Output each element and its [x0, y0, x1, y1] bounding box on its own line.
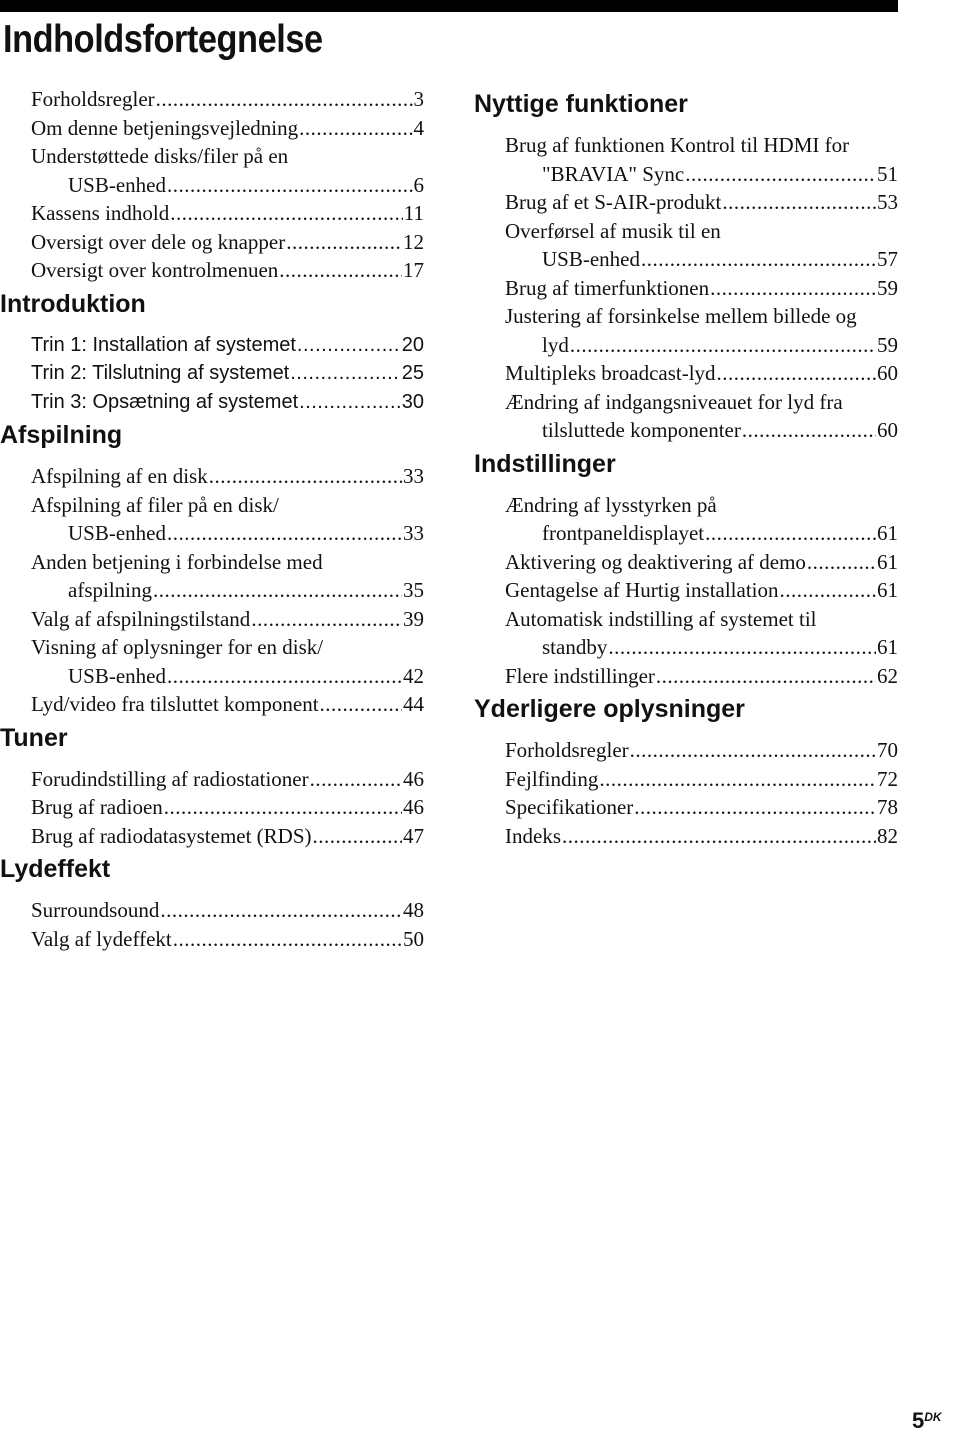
toc-page-number: 17 [403, 258, 424, 282]
toc-entry-line [31, 896, 424, 925]
toc-entry [474, 359, 898, 388]
toc-page-number: 61 [877, 578, 898, 602]
toc-entry-line [505, 217, 898, 246]
toc-entry-line [505, 633, 898, 662]
toc-entry-title: Trin 3: Opsætning af systemet [31, 390, 299, 413]
toc-page-number: 50 [403, 926, 424, 951]
toc-entry [0, 548, 424, 605]
toc-entry-line [505, 416, 898, 445]
toc-entry-title: Ændring af lysstyrken på [505, 492, 717, 517]
dot-leader [251, 605, 402, 634]
toc-entry-line [31, 491, 424, 520]
toc-entry-line [31, 331, 424, 360]
toc-entry-title: Visning af oplysninger for en disk/ [31, 635, 324, 659]
toc-entry-line [505, 576, 898, 605]
dot-leader [685, 160, 876, 189]
toc-entry [474, 576, 898, 605]
toc-entry [474, 736, 898, 765]
toc-entry-row [68, 662, 424, 691]
toc-entry [0, 359, 424, 388]
toc-entry-row [505, 548, 898, 577]
toc-page-number: 72 [877, 766, 898, 791]
toc-entry-title: USB-enhed [68, 172, 166, 197]
toc-page-number: 70 [877, 738, 898, 762]
toc-entry-line [31, 228, 424, 257]
toc-page-number: 44 [403, 692, 424, 716]
toc-entry-row [31, 228, 424, 257]
toc-entry-row [31, 690, 424, 719]
toc-page-number: 61 [877, 549, 898, 574]
toc-entry-title: Trin 2: Tilslutning af systemet [31, 362, 290, 384]
toc-entry-row [505, 765, 898, 794]
toc-page-number: 20 [401, 333, 424, 356]
toc-entry-line [505, 160, 898, 189]
dot-leader [167, 171, 413, 200]
toc-section [0, 85, 424, 285]
toc-page-number: 53 [877, 190, 898, 214]
toc-entry-title: Brug af funktionen Kontrol til HDMI for [505, 133, 850, 157]
toc-entry-row [505, 822, 898, 851]
toc-entry-line [31, 822, 424, 851]
toc-page-number: 60 [877, 418, 898, 442]
toc-page-number: 78 [877, 795, 898, 819]
toc-page-number: 60 [877, 361, 898, 385]
toc-page-number: 62 [877, 663, 898, 688]
section-heading: Introduktion [0, 289, 146, 318]
toc-page-number: 57 [877, 247, 898, 271]
toc-entry-line [505, 188, 898, 217]
toc-page-number: 35 [403, 578, 424, 602]
dot-leader [279, 256, 402, 285]
toc-page-number: 42 [403, 663, 424, 688]
toc-entry-title: USB-enhed [542, 247, 640, 271]
toc-entry-line [505, 822, 898, 851]
dot-leader [156, 85, 413, 114]
language-code: DK [924, 1410, 942, 1424]
toc-entry-title: Om denne betjeningsvejledning [31, 115, 299, 140]
toc-entry-title: Surroundsound [31, 898, 160, 922]
dot-leader [167, 519, 402, 548]
toc-section-tuner [0, 719, 424, 851]
toc-entry-line [31, 519, 424, 548]
dot-leader [299, 114, 412, 143]
toc-entry-title: Ændring af indgangsniveauet for lyd fra [505, 389, 843, 414]
toc-entry-line [505, 491, 898, 520]
toc-entry-row [31, 605, 424, 634]
toc-entry-line [31, 765, 424, 794]
toc-page-number: 4 [413, 115, 424, 140]
toc-entry [0, 462, 424, 491]
toc-entry-row [31, 925, 424, 954]
toc-entry-title: Kassens indhold [31, 201, 170, 225]
toc-entry-line [31, 142, 424, 171]
toc-entry-row [505, 576, 898, 605]
toc-entry-title: Forudindstilling af radiostationer [31, 766, 309, 791]
toc-entry [0, 765, 424, 794]
toc-entry-row [542, 160, 898, 189]
toc-entry-title: Multipleks broadcast-lyd [505, 361, 716, 385]
toc-page-number: 48 [403, 898, 424, 922]
toc-entry [0, 491, 424, 548]
toc-entry-title: Anden betjening i forbindelse med [31, 549, 323, 574]
toc-entry-line [31, 662, 424, 691]
toc-entry-row [31, 256, 424, 285]
toc-entry [474, 822, 898, 851]
toc-entry-row [542, 519, 898, 548]
toc-entry-row [31, 388, 424, 417]
toc-entry-title: Indeks [505, 823, 561, 848]
toc-entry-row [31, 359, 424, 388]
toc-entry [0, 331, 424, 360]
toc-entry-title: Oversigt over dele og knapper [31, 229, 286, 254]
dot-leader [160, 896, 402, 925]
toc-entry-row [505, 274, 898, 303]
dot-leader [297, 331, 401, 360]
section-heading: Indstillinger [474, 449, 616, 478]
toc-entry-line [31, 793, 424, 822]
toc-entry-title: "BRAVIA" Sync [542, 161, 685, 186]
toc-entry [0, 633, 424, 690]
toc-entry-line [31, 256, 424, 285]
dot-leader [170, 199, 403, 228]
toc-page-number: 6 [413, 172, 424, 197]
toc-entry-row [31, 199, 424, 228]
toc-entry-title: Brug af radiodatasystemet (RDS) [31, 823, 312, 848]
toc-entry-row [542, 245, 898, 274]
toc-entry-line [31, 462, 424, 491]
toc-entry-title: frontpaneldisplayet [542, 521, 705, 545]
toc-entry-line [505, 131, 898, 160]
toc-page-number: 12 [403, 229, 424, 254]
toc-entry-title: Fejlfinding [505, 766, 599, 791]
dot-leader [209, 462, 402, 491]
toc-entry-line [505, 548, 898, 577]
toc-section-nyttige-funktioner [474, 85, 898, 445]
dot-leader [608, 633, 876, 662]
toc-entry-title: Aktivering og deaktivering af demo [505, 549, 806, 574]
toc-entry [474, 302, 898, 359]
toc-entry [0, 793, 424, 822]
toc-entry-line [31, 199, 424, 228]
toc-entry [474, 605, 898, 662]
toc-entry-line [505, 662, 898, 691]
toc-entry-line [31, 388, 424, 417]
dot-leader [599, 765, 876, 794]
toc-left-column [0, 85, 424, 953]
toc-entry [0, 142, 424, 199]
toc-entry-row [505, 359, 898, 388]
dot-leader [290, 359, 401, 388]
toc-page-number: 30 [401, 390, 424, 413]
toc-entry-title: Afspilning af filer på en disk/ [31, 492, 279, 517]
toc-entry [0, 822, 424, 851]
section-heading: Nyttige funktioner [474, 90, 688, 118]
toc-entry-title: standby [542, 635, 608, 659]
toc-entry-row [542, 331, 898, 360]
toc-entry-row [31, 85, 424, 114]
toc-entry [474, 793, 898, 822]
dot-leader [310, 765, 402, 794]
toc-page-number: 59 [877, 332, 898, 357]
toc-page-number: 33 [403, 464, 424, 488]
dot-leader [320, 690, 402, 719]
toc-entry-title: lyd [542, 332, 569, 357]
toc-entry-title: Flere indstillinger [505, 663, 655, 688]
toc-entry-title: Forholdsregler [31, 87, 155, 111]
dot-leader [807, 548, 876, 577]
toc-entry-line [31, 548, 424, 577]
toc-entry-row [68, 171, 424, 200]
toc-entry-title: Valg af afspilningstilstand [31, 606, 251, 631]
toc-entry-row [505, 188, 898, 217]
toc-entry [474, 548, 898, 577]
toc-entry-row [31, 793, 424, 822]
toc-entry-line [505, 765, 898, 794]
toc-entry-row [31, 331, 424, 360]
toc-entry-line [31, 576, 424, 605]
page-title: Indholdsfortegnelse [3, 18, 323, 61]
toc-entry-title: Lyd/video fra tilsluttet komponent [31, 692, 319, 716]
toc-entry [474, 662, 898, 691]
dot-leader [562, 822, 876, 851]
dot-leader [742, 416, 876, 445]
toc-entry-title: USB-enhed [68, 663, 166, 688]
toc-entry-line [31, 171, 424, 200]
section-heading: Tuner [0, 723, 68, 752]
toc-entry-line [505, 519, 898, 548]
dot-leader [630, 736, 876, 765]
dot-leader [153, 576, 402, 605]
dot-leader [173, 925, 402, 954]
toc-entry [0, 85, 424, 114]
toc-entry-row [505, 793, 898, 822]
dot-leader [299, 388, 401, 417]
toc-page-number: 47 [403, 823, 424, 848]
toc-section-lydeffekt [0, 850, 424, 953]
toc-entry-title: Brug af et S-AIR-produkt [505, 190, 722, 214]
toc-entry-line [31, 690, 424, 719]
dot-leader [717, 359, 876, 388]
toc-entry-title: afspilning [68, 578, 152, 602]
toc-page-number: 51 [877, 161, 898, 186]
toc-entry-line [31, 359, 424, 388]
dot-leader [167, 662, 402, 691]
toc-section-indstillinger [474, 445, 898, 691]
toc-entry [0, 388, 424, 417]
section-heading: Yderligere oplysninger [474, 695, 745, 723]
toc-entry-line [505, 302, 898, 331]
section-heading: Lydeffekt [0, 855, 111, 883]
toc-entry-line [31, 925, 424, 954]
toc-entry-line [505, 245, 898, 274]
section-heading: Afspilning [0, 421, 123, 449]
toc-entry [474, 274, 898, 303]
toc-entry-line [505, 736, 898, 765]
toc-entry-row [31, 114, 424, 143]
toc-entry [0, 114, 424, 143]
toc-entry [0, 605, 424, 634]
dot-leader [710, 274, 876, 303]
toc-page-number: 25 [401, 362, 424, 384]
toc-entry-title: Forholdsregler [505, 738, 629, 762]
toc-entry [0, 199, 424, 228]
toc-entry-row [68, 519, 424, 548]
toc-entry-line [505, 274, 898, 303]
toc-entry-row [68, 576, 424, 605]
toc-entry [0, 256, 424, 285]
toc-entry-title: Overførsel af musik til en [505, 218, 721, 243]
toc-entry-title: Automatisk indstilling af systemet til [505, 606, 817, 631]
toc-entry-title: Understøttede disks/filer på en [31, 144, 289, 168]
toc-entry-line [505, 388, 898, 417]
toc-entry-row [31, 765, 424, 794]
toc-page-number: 61 [877, 521, 898, 545]
toc-entry-title: USB-enhed [68, 521, 166, 545]
toc-entry-line [505, 359, 898, 388]
toc-entry-line [505, 331, 898, 360]
toc-entry-row [542, 416, 898, 445]
toc-entry-line [31, 114, 424, 143]
dot-leader [641, 245, 876, 274]
top-rule [0, 0, 898, 12]
toc-page-number: 59 [877, 275, 898, 300]
toc-entry-title: Brug af timerfunktionen [505, 275, 710, 300]
toc-page-number: 39 [403, 606, 424, 631]
toc-entry-title: Trin 1: Installation af systemet [31, 333, 296, 356]
toc-section-afspilning [0, 416, 424, 719]
toc-page-number: 46 [403, 795, 424, 819]
toc-entry [474, 188, 898, 217]
page-number [912, 1408, 942, 1434]
toc-entry-row [31, 822, 424, 851]
toc-section-yderligere-oplysninger [474, 690, 898, 850]
toc-entry-title: Justering af forsinkelse mellem billede og [505, 304, 857, 328]
dot-leader [286, 228, 402, 257]
toc-entry-title: Brug af radioen [31, 795, 163, 819]
toc-entry-row [505, 736, 898, 765]
toc-entry [0, 925, 424, 954]
toc-page-number: 82 [877, 823, 898, 848]
toc-entry-line [505, 605, 898, 634]
toc-entry-row [31, 462, 424, 491]
toc-entry [474, 491, 898, 548]
toc-entry-title: Specifikationer [505, 795, 634, 819]
dot-leader [164, 793, 402, 822]
toc-entry-line [31, 633, 424, 662]
toc-entry [474, 765, 898, 794]
toc-page-number: 3 [413, 87, 424, 111]
toc-entry-row [542, 633, 898, 662]
toc-section-introduktion [0, 285, 424, 417]
dot-leader [570, 331, 876, 360]
toc-entry-title: Gentagelse af Hurtig installation [505, 578, 779, 602]
toc-entry-line [31, 85, 424, 114]
toc-page-number: 61 [877, 635, 898, 659]
toc-page-number: 46 [403, 766, 424, 791]
dot-leader [634, 793, 876, 822]
toc-entry [0, 690, 424, 719]
dot-leader [705, 519, 876, 548]
dot-leader [780, 576, 876, 605]
toc-entry-line [31, 605, 424, 634]
toc-page-number: 11 [403, 201, 424, 225]
toc-entry-title: Valg af lydeffekt [31, 926, 172, 951]
toc-entry [474, 217, 898, 274]
toc-entry [474, 131, 898, 188]
toc-entry-row [505, 662, 898, 691]
toc-entry [0, 228, 424, 257]
dot-leader [656, 662, 876, 691]
page-number-value: 5 [912, 1408, 925, 1433]
toc-entry-line [505, 793, 898, 822]
toc-entry [474, 388, 898, 445]
dot-leader [722, 188, 876, 217]
toc-page-number: 33 [403, 521, 424, 545]
toc-entry-title: Afspilning af en disk [31, 464, 208, 488]
toc-entry [0, 896, 424, 925]
toc-entry-title: Oversigt over kontrolmenuen [31, 258, 279, 282]
toc-right-column [474, 85, 898, 850]
toc-entry-title: tilsluttede komponenter [542, 418, 741, 442]
toc-entry-row [31, 896, 424, 925]
dot-leader [313, 822, 402, 851]
